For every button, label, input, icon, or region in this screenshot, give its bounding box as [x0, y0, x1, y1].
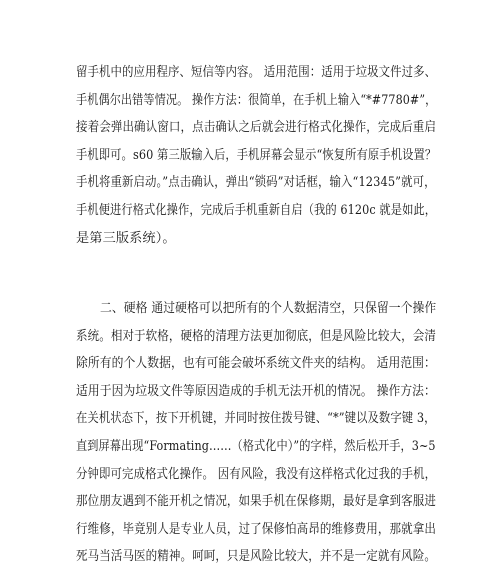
paragraph-2-line-4: 适用于因为垃圾文件等原因造成的手机无法开机的情况。 操作方法：: [76, 383, 436, 399]
paragraph-2-line-9: 行维修，毕竟别人是专业人员，过了保修怕高昂的维修费用，那就拿出: [76, 521, 436, 537]
paragraph-1-line-4: 手机即可。s60 第三版输入后，手机屏幕会显示“恢复所有原手机设置？: [76, 147, 437, 163]
paragraph-2-line-8: 那位朋友遇到不能开机之情况，如果手机在保修期，最好是拿到客服进: [76, 494, 436, 510]
paragraph-2-line-10: 死马当活马医的精神。呵呵，只是风险比较大，并不是一定就有风险。: [76, 549, 436, 565]
paragraph-1-line-2: 手机偶尔出错等情况。 操作方法：很简单，在手机上输入“*#7780#”，: [76, 92, 437, 108]
paragraph-2-line-6: 直到屏幕出现“Formating……（格式化中）”的字样，然后松开手，3~5: [76, 439, 436, 454]
paragraph-1-line-6: 手机便进行格式化操作，完成后手机重新自启（我的 6120c 就是如此，: [76, 203, 437, 218]
paragraph-1-line-5: 手机将重新启动。”点击确认，弹出“锁码”对话框，输入“12345”就可，: [76, 175, 436, 191]
paragraph-2-line-1: 二、硬格 通过硬格可以把所有的个人数据清空，只保留一个操作: [100, 301, 437, 316]
paragraph-1-line-3: 接着会弹出确认窗口，点击确认之后就会进行格式化操作，完成后重启: [76, 120, 436, 136]
paragraph-1-line-1: 留手机中的应用程序、短信等内容。 适用范围：适用于垃圾文件过多、: [76, 65, 437, 80]
paragraph-1-line-7: 是第三版系统）。: [76, 230, 176, 246]
paragraph-2-line-2: 系统。相对于软格，硬格的清理方法更加彻底，但是风险比较大，会清: [76, 328, 436, 344]
paragraph-2-line-3: 除所有的个人数据，也有可能会破坏系统文件夹的结构。 适用范围：: [76, 356, 436, 372]
paragraph-2-line-7: 分钟即可完成格式化操作。 因有风险，我没有这样格式化过我的手机，: [76, 466, 437, 482]
paragraph-2-line-5: 在关机状态下，按下开机键，并同时按住拨号键、“*”键以及数字键 3，: [76, 411, 436, 427]
